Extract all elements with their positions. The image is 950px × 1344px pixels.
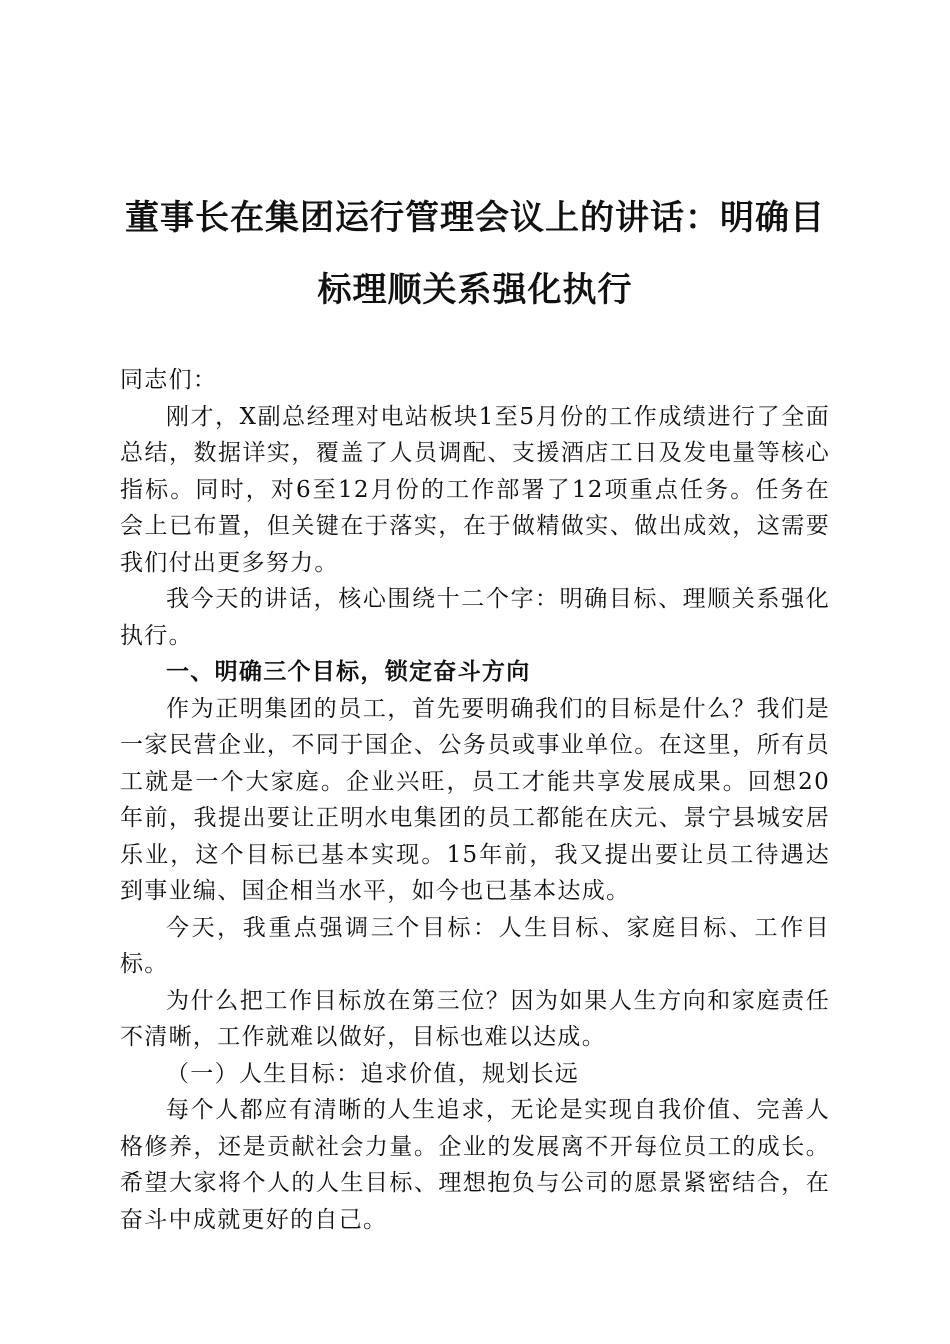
document-body (120, 362, 830, 1238)
paragraph-theme: 我今天的讲话，核心围绕十二个字：明确目标、理顺关系强化执行。 (120, 586, 830, 649)
subsection-heading-1: （一）人生目标：追求价值，规划长远 (166, 1060, 580, 1087)
document-title-line-2: 标理顺关系强化执行 (317, 270, 633, 310)
salutation: 同志们： (120, 367, 218, 393)
subsection1-paragraph: 每个人都应有清晰的人生追求，无论是实现自我价值、完善人格修养，还是贡献社会力量。企业的发展离不开每位员工的成长。希望大家将个人的人生目标、理想抱负与公司的愿景紧密结合，在奋斗中成就更好的自己。 (120, 1097, 830, 1233)
section1-paragraph-2: 今天，我重点强调三个目标：人生目标、家庭目标、工作目标。 (120, 914, 830, 977)
paragraph-opening: 刚才，X副总经理对电站板块1至5月份的工作成绩进行了全面总结，数据详实，覆盖了人员调配、支援酒店工日及发电量等核心指标。同时，对6至12月份的工作部署了12项重点任务。任务在会上已布置，但关键在于落实，在于做精做实、做出成效，这需要我们付出更多努力。 (120, 403, 830, 576)
section1-paragraph-3: 为什么把工作目标放在第三位？因为如果人生方向和家庭责任不清晰，工作就难以做好，目标也难以达成。 (120, 987, 830, 1050)
section-heading-1: 一、明确三个目标，锁定奋斗方向 (166, 658, 531, 685)
document-title-line-1: 董事长在集团运行管理会议上的讲话：明确目 (125, 198, 825, 238)
section1-paragraph-1: 作为正明集团的员工，首先要明确我们的目标是什么？我们是一家民营企业，不同于国企、公务员或事业单位。在这里，所有员工就是一个大家庭。企业兴旺，员工才能共享发展成果。回想20年前，我提出要让正明水电集团的员工都能在庆元、景宁县城安居乐业，这个目标已基本实现。15年前，我又提出要让员工待遇达到事业编、国企相当水平，如今也已基本达成。 (120, 695, 830, 904)
